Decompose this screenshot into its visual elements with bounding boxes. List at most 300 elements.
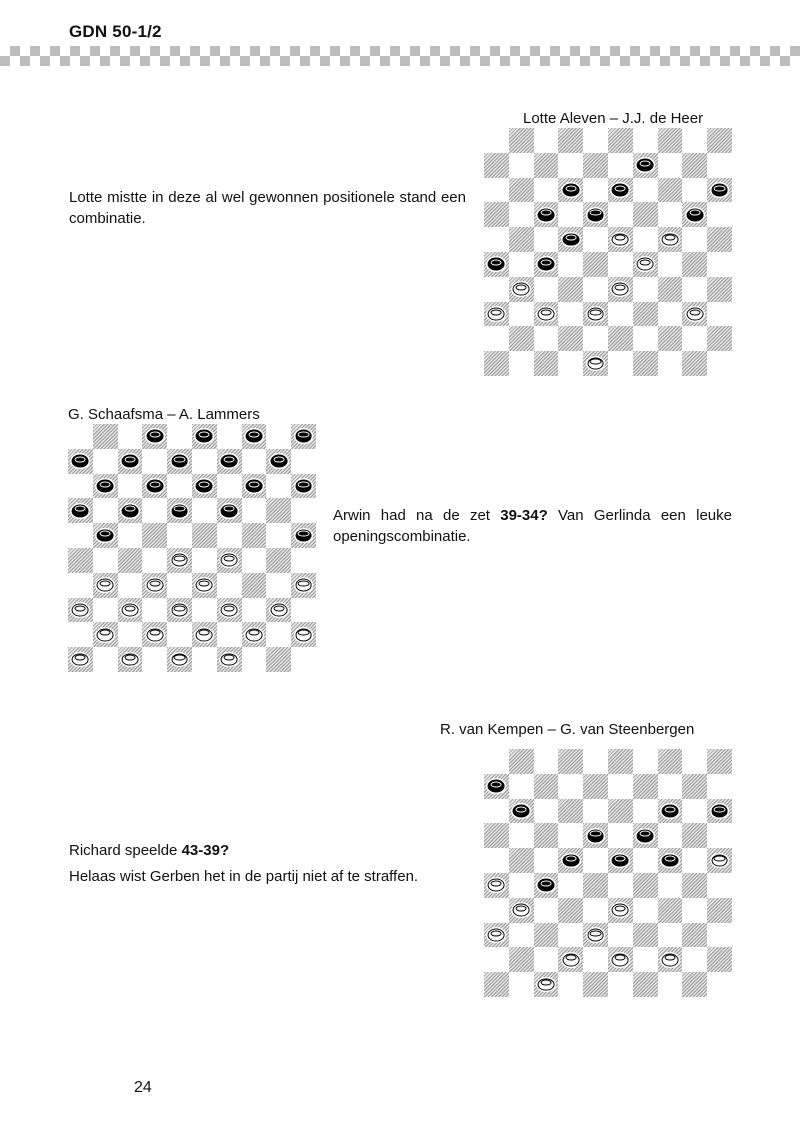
white-piece-icon	[295, 579, 312, 592]
dark-square	[583, 873, 608, 898]
dark-square	[68, 498, 93, 523]
black-piece-icon	[562, 854, 579, 867]
dark-square	[534, 302, 559, 327]
text-run: Van Gerlinda een leuke openingscombinatie.	[333, 507, 732, 545]
dark-square	[608, 947, 633, 972]
white-piece-icon	[612, 953, 629, 966]
white-piece-icon	[122, 653, 139, 666]
light-square	[707, 823, 732, 848]
dark-square	[93, 573, 118, 598]
black-piece-icon	[587, 208, 604, 221]
light-square	[658, 302, 683, 327]
dark-square	[142, 424, 167, 449]
dark-square	[118, 449, 143, 474]
light-square	[509, 873, 534, 898]
light-square	[707, 252, 732, 277]
dark-square	[707, 799, 732, 824]
black-piece-icon	[221, 455, 238, 468]
black-piece-icon	[711, 805, 728, 818]
dark-square	[484, 202, 509, 227]
light-square	[93, 647, 118, 672]
white-piece-icon	[196, 628, 213, 641]
light-square	[682, 128, 707, 153]
light-square	[707, 873, 732, 898]
dark-square	[266, 548, 291, 573]
white-piece-icon	[612, 283, 629, 296]
dark-square	[707, 227, 732, 252]
white-piece-icon	[637, 258, 654, 271]
dark-square	[266, 647, 291, 672]
light-square	[217, 474, 242, 499]
light-square	[484, 898, 509, 923]
white-piece-icon	[171, 604, 188, 617]
dark-square	[608, 898, 633, 923]
black-piece-icon	[295, 430, 312, 443]
light-square	[266, 523, 291, 548]
light-square	[192, 647, 217, 672]
dark-square	[658, 326, 683, 351]
dark-square	[633, 153, 658, 178]
dark-square	[707, 898, 732, 923]
black-piece-icon	[637, 159, 654, 172]
light-square	[291, 498, 316, 523]
light-square	[682, 178, 707, 203]
dark-square	[558, 749, 583, 774]
dark-square	[291, 622, 316, 647]
dark-square	[217, 498, 242, 523]
black-piece-icon	[295, 529, 312, 542]
light-square	[633, 178, 658, 203]
dark-square	[118, 548, 143, 573]
dark-square	[192, 424, 217, 449]
light-square	[217, 424, 242, 449]
black-piece-icon	[662, 854, 679, 867]
dark-square	[583, 351, 608, 376]
light-square	[658, 351, 683, 376]
dark-square	[242, 573, 267, 598]
dark-square	[534, 153, 559, 178]
light-square	[167, 424, 192, 449]
light-square	[658, 153, 683, 178]
light-square	[558, 972, 583, 997]
dark-square	[633, 302, 658, 327]
dark-square	[68, 647, 93, 672]
light-square	[658, 774, 683, 799]
dark-square	[682, 153, 707, 178]
dark-square	[583, 202, 608, 227]
dark-square	[682, 252, 707, 277]
text-run: Lotte mistte in deze al wel gewonnen positionele stand een combinatie.	[69, 189, 466, 227]
light-square	[608, 923, 633, 948]
light-square	[68, 573, 93, 598]
light-square	[558, 302, 583, 327]
light-square	[142, 647, 167, 672]
light-square	[484, 749, 509, 774]
light-square	[534, 947, 559, 972]
dark-square	[167, 548, 192, 573]
black-piece-icon	[221, 504, 238, 517]
light-square	[484, 178, 509, 203]
dark-square	[266, 598, 291, 623]
light-square	[534, 799, 559, 824]
white-piece-icon	[97, 628, 114, 641]
dark-square	[484, 351, 509, 376]
light-square	[633, 947, 658, 972]
dark-square	[242, 622, 267, 647]
light-square	[534, 898, 559, 923]
dark-square	[658, 178, 683, 203]
white-piece-icon	[171, 554, 188, 567]
diagram-3-text-line1	[69, 840, 466, 861]
light-square	[558, 153, 583, 178]
light-square	[534, 227, 559, 252]
light-square	[534, 178, 559, 203]
black-piece-icon	[97, 480, 114, 493]
dark-square	[484, 923, 509, 948]
text-run: Richard speelde	[69, 842, 182, 859]
journal-header-title: GDN 50-1/2	[69, 22, 162, 41]
white-piece-icon	[246, 628, 263, 641]
dark-square	[682, 873, 707, 898]
light-square	[142, 548, 167, 573]
light-square	[242, 647, 267, 672]
black-piece-icon	[72, 455, 89, 468]
dark-square	[484, 153, 509, 178]
black-piece-icon	[97, 529, 114, 542]
checkers-board-3	[484, 749, 732, 997]
dark-square	[534, 972, 559, 997]
light-square	[509, 302, 534, 327]
light-square	[242, 498, 267, 523]
dark-square	[167, 498, 192, 523]
dark-square	[509, 749, 534, 774]
black-piece-icon	[171, 504, 188, 517]
dark-square	[707, 947, 732, 972]
light-square	[583, 326, 608, 351]
dark-square	[192, 573, 217, 598]
black-piece-icon	[562, 233, 579, 246]
diagram-1-text	[69, 187, 466, 229]
light-square	[118, 622, 143, 647]
light-square	[682, 277, 707, 302]
dark-square	[142, 523, 167, 548]
dark-square	[608, 749, 633, 774]
light-square	[192, 598, 217, 623]
light-square	[484, 326, 509, 351]
light-square	[682, 799, 707, 824]
white-piece-icon	[538, 978, 555, 991]
white-piece-icon	[221, 653, 238, 666]
white-piece-icon	[97, 579, 114, 592]
light-square	[658, 252, 683, 277]
dark-square	[484, 972, 509, 997]
light-square	[633, 326, 658, 351]
move-notation: 39-34?	[500, 507, 548, 524]
light-square	[707, 302, 732, 327]
dark-square	[484, 774, 509, 799]
light-square	[142, 598, 167, 623]
dark-square	[658, 128, 683, 153]
light-square	[266, 474, 291, 499]
light-square	[583, 799, 608, 824]
dark-square	[707, 848, 732, 873]
light-square	[118, 424, 143, 449]
dark-square	[682, 302, 707, 327]
light-square	[509, 153, 534, 178]
light-square	[291, 449, 316, 474]
light-square	[583, 128, 608, 153]
dark-square	[608, 799, 633, 824]
dark-square	[291, 523, 316, 548]
black-piece-icon	[538, 208, 555, 221]
white-piece-icon	[711, 854, 728, 867]
light-square	[682, 326, 707, 351]
light-square	[242, 449, 267, 474]
light-square	[558, 252, 583, 277]
light-square	[608, 252, 633, 277]
dark-square	[266, 449, 291, 474]
light-square	[68, 622, 93, 647]
black-piece-icon	[488, 780, 505, 793]
light-square	[633, 749, 658, 774]
dark-square	[534, 202, 559, 227]
dark-square	[682, 351, 707, 376]
dark-square	[93, 424, 118, 449]
light-square	[509, 972, 534, 997]
light-square	[266, 622, 291, 647]
light-square	[558, 774, 583, 799]
dark-square	[558, 128, 583, 153]
black-piece-icon	[171, 455, 188, 468]
white-piece-icon	[587, 308, 604, 321]
dark-square	[658, 848, 683, 873]
black-piece-icon	[711, 184, 728, 197]
dark-square	[583, 823, 608, 848]
black-piece-icon	[612, 184, 629, 197]
dark-square	[608, 178, 633, 203]
dark-square	[707, 277, 732, 302]
dark-square	[558, 326, 583, 351]
dark-square	[68, 449, 93, 474]
checkers-board-1	[484, 128, 732, 376]
dark-square	[192, 474, 217, 499]
light-square	[534, 128, 559, 153]
dark-square	[583, 972, 608, 997]
dark-square	[583, 302, 608, 327]
light-square	[242, 548, 267, 573]
light-square	[583, 227, 608, 252]
light-square	[682, 749, 707, 774]
dark-square	[93, 523, 118, 548]
dark-square	[707, 749, 732, 774]
light-square	[509, 823, 534, 848]
light-square	[93, 548, 118, 573]
diagram-1-caption: Lotte Aleven – J.J. de Heer	[523, 110, 704, 127]
light-square	[633, 898, 658, 923]
dark-square	[583, 774, 608, 799]
dark-square	[608, 128, 633, 153]
dark-square	[633, 202, 658, 227]
move-notation: 43-39?	[181, 842, 230, 859]
dark-square	[291, 424, 316, 449]
light-square	[583, 947, 608, 972]
dark-square	[658, 277, 683, 302]
dark-square	[217, 548, 242, 573]
light-square	[633, 848, 658, 873]
light-square	[682, 848, 707, 873]
dark-square	[266, 498, 291, 523]
light-square	[608, 774, 633, 799]
dark-square	[192, 622, 217, 647]
light-square	[658, 823, 683, 848]
dark-square	[118, 647, 143, 672]
diagram-3-text-line2	[69, 866, 466, 887]
light-square	[484, 848, 509, 873]
white-piece-icon	[171, 653, 188, 666]
text-run: Arwin had na de zet	[333, 507, 501, 524]
dark-square	[509, 947, 534, 972]
white-piece-icon	[122, 604, 139, 617]
dark-square	[633, 823, 658, 848]
dark-square	[509, 227, 534, 252]
dark-square	[633, 252, 658, 277]
dark-square	[217, 647, 242, 672]
light-square	[192, 498, 217, 523]
light-square	[534, 326, 559, 351]
light-square	[167, 523, 192, 548]
dark-square	[682, 202, 707, 227]
white-piece-icon	[686, 308, 703, 321]
black-piece-icon	[612, 854, 629, 867]
dark-square	[192, 523, 217, 548]
light-square	[167, 622, 192, 647]
dark-square	[682, 923, 707, 948]
light-square	[707, 774, 732, 799]
dark-square	[633, 972, 658, 997]
checkers-board-2	[68, 424, 316, 672]
light-square	[68, 424, 93, 449]
light-square	[608, 823, 633, 848]
light-square	[707, 351, 732, 376]
dark-square	[118, 598, 143, 623]
white-piece-icon	[295, 628, 312, 641]
light-square	[583, 178, 608, 203]
white-piece-icon	[488, 929, 505, 942]
light-square	[291, 598, 316, 623]
dark-square	[658, 799, 683, 824]
light-square	[682, 227, 707, 252]
light-square	[534, 277, 559, 302]
light-square	[707, 972, 732, 997]
dark-square	[558, 947, 583, 972]
dark-square	[608, 326, 633, 351]
light-square	[558, 923, 583, 948]
light-square	[658, 873, 683, 898]
dark-square	[242, 474, 267, 499]
diagram-2-text	[333, 505, 732, 547]
dark-square	[142, 573, 167, 598]
light-square	[484, 799, 509, 824]
light-square	[484, 947, 509, 972]
dark-square	[707, 326, 732, 351]
light-square	[608, 202, 633, 227]
black-piece-icon	[246, 480, 263, 493]
dark-square	[484, 873, 509, 898]
white-piece-icon	[662, 953, 679, 966]
dark-square	[484, 252, 509, 277]
light-square	[167, 573, 192, 598]
dark-square	[558, 227, 583, 252]
dark-square	[682, 823, 707, 848]
dark-square	[484, 823, 509, 848]
light-square	[142, 498, 167, 523]
dark-square	[534, 823, 559, 848]
light-square	[509, 202, 534, 227]
white-piece-icon	[662, 233, 679, 246]
light-square	[242, 598, 267, 623]
dark-square	[558, 799, 583, 824]
dark-square	[509, 178, 534, 203]
light-square	[558, 823, 583, 848]
dark-square	[217, 598, 242, 623]
light-square	[68, 523, 93, 548]
black-piece-icon	[270, 455, 287, 468]
white-piece-icon	[221, 604, 238, 617]
light-square	[192, 548, 217, 573]
dark-square	[242, 523, 267, 548]
light-square	[534, 848, 559, 873]
light-square	[558, 873, 583, 898]
dark-square	[291, 573, 316, 598]
light-square	[217, 523, 242, 548]
dark-square	[93, 622, 118, 647]
black-piece-icon	[146, 430, 163, 443]
light-square	[608, 972, 633, 997]
dark-square	[534, 351, 559, 376]
light-square	[484, 227, 509, 252]
light-square	[217, 622, 242, 647]
dark-square	[682, 774, 707, 799]
dark-square	[142, 622, 167, 647]
dark-square	[534, 252, 559, 277]
dark-square	[583, 252, 608, 277]
black-piece-icon	[196, 430, 213, 443]
light-square	[93, 449, 118, 474]
dark-square	[509, 848, 534, 873]
dark-square	[658, 749, 683, 774]
light-square	[583, 749, 608, 774]
light-square	[608, 351, 633, 376]
white-piece-icon	[146, 628, 163, 641]
white-piece-icon	[146, 579, 163, 592]
diagram-2-caption: G. Schaafsma – A. Lammers	[68, 406, 260, 423]
light-square	[509, 774, 534, 799]
light-square	[167, 474, 192, 499]
light-square	[682, 898, 707, 923]
light-square	[583, 848, 608, 873]
light-square	[707, 202, 732, 227]
black-piece-icon	[146, 480, 163, 493]
dark-square	[658, 947, 683, 972]
light-square	[484, 128, 509, 153]
light-square	[118, 523, 143, 548]
light-square	[291, 647, 316, 672]
text-run: Helaas wist Gerben het in de partij niet af te straffen.	[69, 868, 419, 885]
dark-square	[608, 848, 633, 873]
light-square	[484, 277, 509, 302]
light-square	[633, 128, 658, 153]
white-piece-icon	[488, 308, 505, 321]
